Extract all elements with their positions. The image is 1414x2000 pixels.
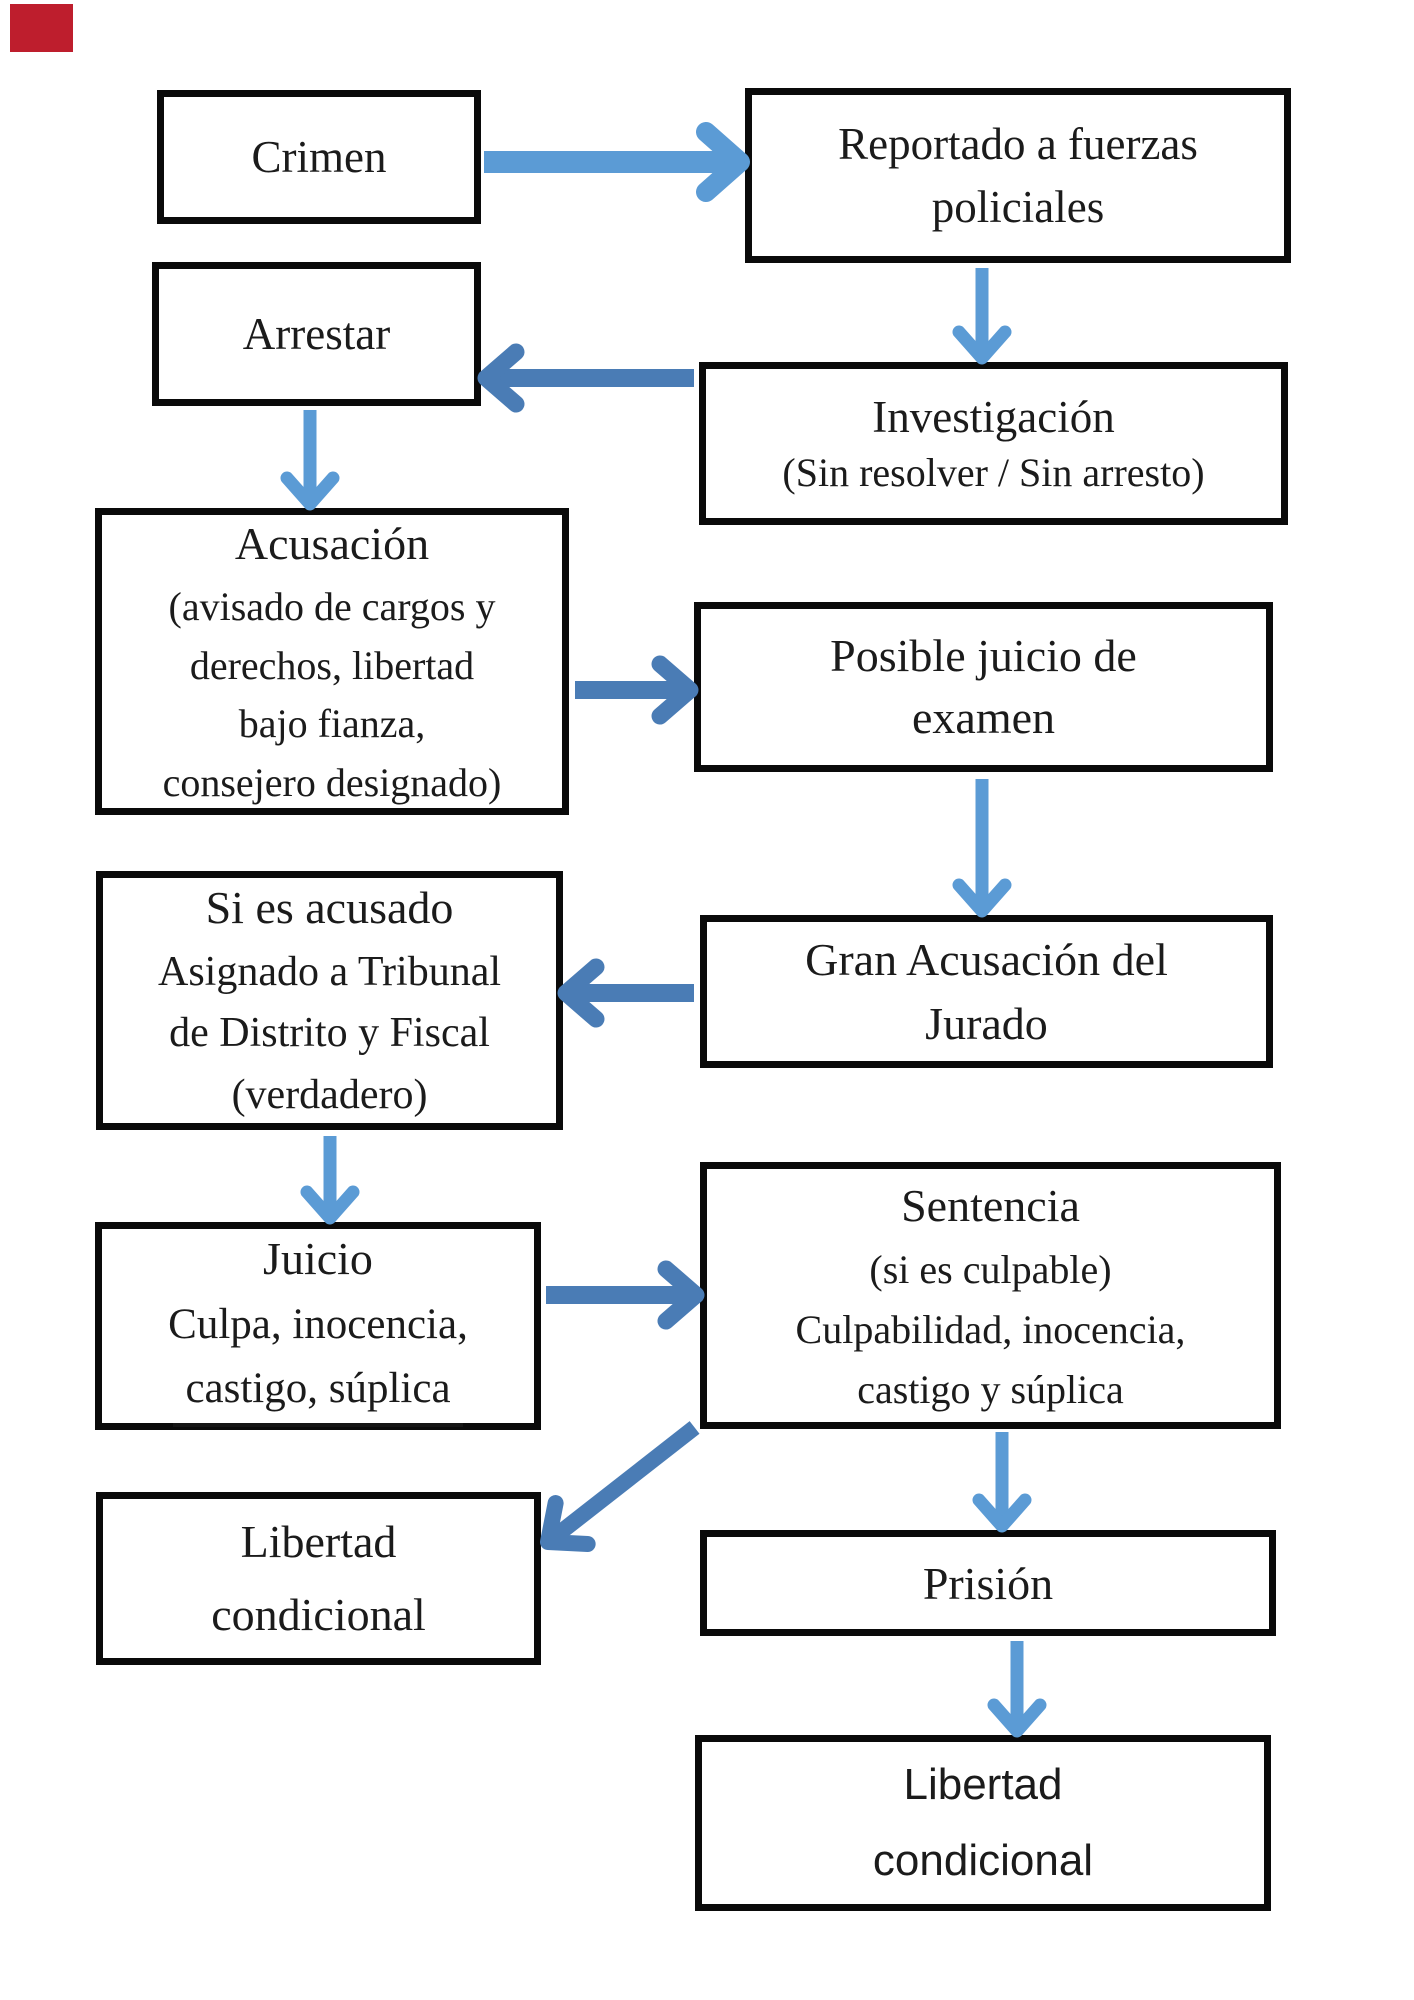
node-libertad-abajo-line: Libertad — [903, 1760, 1063, 1810]
node-sentencia-line: castigo y súplica — [857, 1367, 1124, 1412]
arrow-si-es-acusado-to-juicio — [307, 1136, 353, 1218]
node-reportado-a-fuerzas-policiales — [745, 88, 1291, 263]
node-si-es-acusado-line: Asignado a Tribunal — [157, 948, 501, 995]
node-prision — [700, 1530, 1276, 1636]
node-acusacion-line: (avisado de cargos y — [168, 583, 496, 629]
node-juicio — [95, 1222, 541, 1430]
node-libertad-izq-line: condicional — [211, 1588, 426, 1640]
node-crimen-label: Crimen — [251, 132, 387, 182]
node-crimen — [157, 90, 481, 224]
node-prision-label: Prisión — [922, 1557, 1054, 1609]
node-acusacion-line: bajo fianza, — [238, 701, 426, 747]
node-reportado-line: policiales — [931, 181, 1105, 232]
node-arrestar-label: Arrestar — [242, 309, 391, 359]
node-gran-acusacion-del-jurado — [700, 915, 1273, 1068]
node-libertad-condicional-izquierda — [96, 1492, 541, 1665]
node-posible-line: examen — [911, 692, 1056, 743]
node-si-es-acusado — [96, 871, 563, 1130]
arrow-sentencia-to-prision — [979, 1432, 1025, 1526]
arrow-acusacion-to-posible-juicio — [575, 664, 690, 716]
node-si-es-acusado-line: de Distrito y Fiscal — [169, 1010, 490, 1057]
node-investigacion-subtitle: (Sin resolver / Sin arresto) — [782, 449, 1205, 495]
arrow-investigacion-to-arrestar — [486, 352, 694, 404]
node-si-es-acusado-title: Si es acusado — [205, 882, 454, 934]
arrow-reportado-to-investigacion — [959, 268, 1005, 358]
node-acusacion-title: Acusación — [234, 518, 430, 570]
node-acusacion-line: derechos, libertad — [189, 642, 475, 688]
node-investigacion-title: Investigación — [872, 392, 1115, 443]
node-libertad-abajo-line: condicional — [872, 1836, 1094, 1885]
node-sentencia-title: Sentencia — [901, 1180, 1080, 1231]
node-libertad-izq-line: Libertad — [240, 1515, 397, 1567]
node-arrestar — [152, 262, 481, 406]
node-sentencia-line: Culpabilidad, inocencia, — [795, 1307, 1186, 1352]
node-juicio-underlined-line: castigo, súplica — [173, 1357, 462, 1428]
arrow-prision-to-libertad-condicional-abajo — [994, 1641, 1040, 1731]
node-juicio-title: Juicio — [263, 1232, 373, 1284]
arrow-crimen-to-reportado — [484, 132, 740, 192]
node-gran-jurado-line: Gran Acusación del — [805, 934, 1168, 986]
node-sentencia-line: (si es culpable) — [869, 1247, 1112, 1292]
node-si-es-acusado-line: (verdadero) — [231, 1072, 428, 1119]
node-posible-juicio-de-examen — [694, 602, 1273, 772]
node-investigacion — [699, 362, 1288, 525]
arrow-juicio-to-sentencia — [546, 1269, 696, 1321]
node-juicio-line: Culpa, inocencia, — [168, 1300, 468, 1348]
arrow-arrestar-to-acusacion — [287, 410, 333, 504]
red-corner-marker — [10, 4, 73, 52]
node-acusacion — [95, 508, 569, 815]
arrow-gran-jurado-to-si-es-acusado — [566, 967, 694, 1019]
arrow-sentencia-to-libertad-condicional — [532, 1407, 711, 1562]
node-sentencia — [700, 1162, 1281, 1429]
node-posible-line: Posible juicio de — [830, 629, 1137, 681]
node-reportado-line: Reportado a fuerzas — [838, 119, 1198, 170]
node-acusacion-line: consejero designado) — [162, 760, 502, 806]
node-gran-jurado-line: Jurado — [925, 997, 1048, 1049]
node-libertad-condicional-abajo — [695, 1735, 1271, 1911]
arrow-posible-juicio-to-gran-jurado — [959, 779, 1005, 911]
